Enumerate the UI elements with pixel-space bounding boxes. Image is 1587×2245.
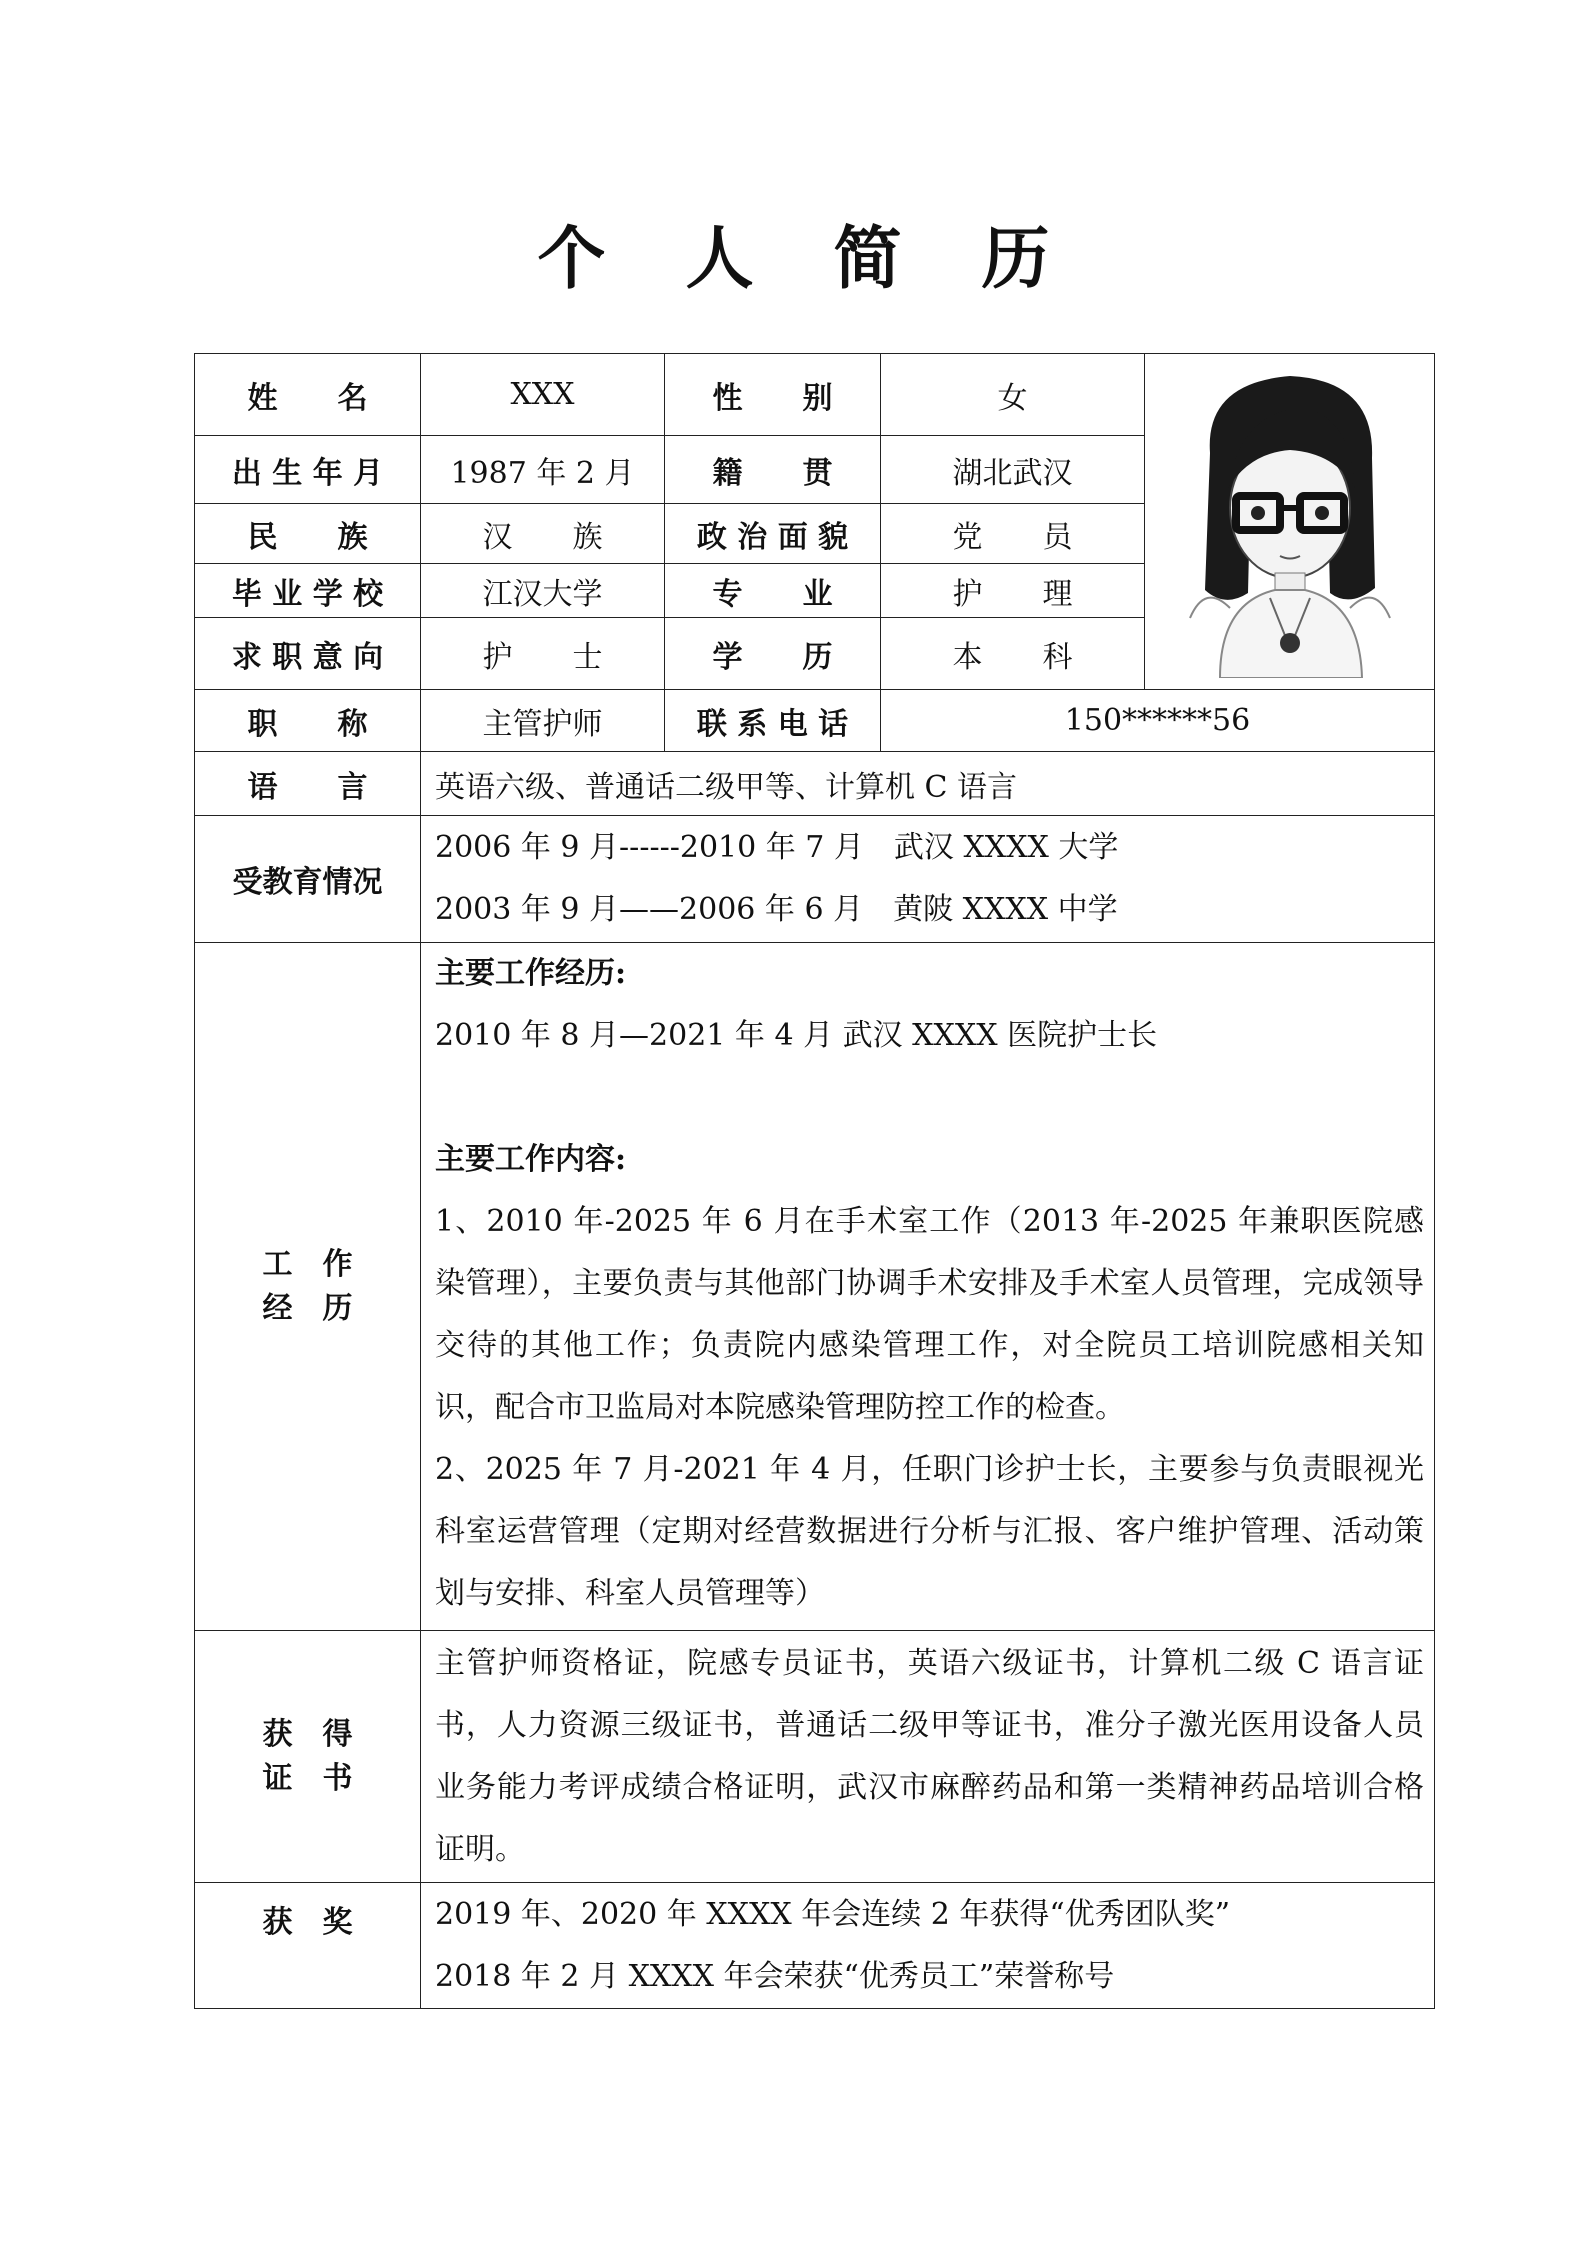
row-language [195,752,1435,816]
photo-cell [1145,354,1435,690]
spacer [435,1067,1424,1129]
row-jobtitle [195,690,1435,752]
job-title-label: 职 称 [195,690,421,752]
name-value: XXX [421,354,665,436]
row-certificates [195,1631,1435,1883]
education-item: 2006 年 9 月------2010 年 7 月 武汉 XXXX 大学 [435,830,1119,865]
education-value [421,816,1435,943]
political-label: 政 治 面 貌 [665,504,881,564]
certificates-label [195,1631,421,1883]
avatar [1150,358,1430,678]
ethnic-label: 民 族 [195,504,421,564]
title-char: 简 [833,219,902,299]
certificates-text: 主管护师资格证，院感专员证书，英语六级证书，计算机二级 C 语言证书，人力资源三级证书，普通话二级甲等证书，准分子激光医用设备人员业务能力考评成绩合格证明，武汉市麻醉药品和第一类精神药品培训合格证明。 [435,1645,1424,1867]
ethnic-value: 汉 族 [421,504,665,564]
education-label: 受教育情况 [195,816,421,943]
work-value [421,943,1435,1631]
certificates-label-line: 获 得 [262,1716,353,1752]
row-education [195,816,1435,943]
name-label: 姓 名 [195,354,421,436]
gender-label: 性 别 [665,354,881,436]
title-char: 历 [981,219,1050,299]
phone-value: 150******56 [881,690,1435,752]
work-history: 2010 年 8 月—2021 年 4 月 武汉 XXXX 医院护士长 [435,1018,1158,1053]
major-label: 专 业 [665,564,881,618]
awards-label: 获 奖 [195,1883,421,2009]
gender-value: 女 [881,354,1145,436]
work-label-line: 经 历 [262,1290,353,1326]
work-content-heading: 主要工作内容: [435,1142,627,1177]
work-label [195,943,421,1631]
job-title-value: 主管护师 [421,690,665,752]
row-work [195,943,1435,1631]
phone-label: 联 系 电 话 [665,690,881,752]
education-item: 2003 年 9 月——2006 年 6 月 黄陂 XXXX 中学 [435,892,1118,927]
degree-label: 学 历 [665,618,881,690]
major-value: 护 理 [881,564,1145,618]
intent-value: 护 士 [421,618,665,690]
native-label: 籍 贯 [665,436,881,504]
birth-value: 1987 年 2 月 [421,436,665,504]
work-history-heading: 主要工作经历: [435,956,627,991]
work-label-line: 工 作 [262,1246,353,1282]
title-char: 个 [537,219,606,299]
page-title [0,205,1587,302]
language-value: 英语六级、普通话二级甲等、计算机 C 语言 [421,752,1435,816]
work-content-item: 2、2025 年 7 月-2021 年 4 月，任职门诊护士长，主要参与负责眼视光科室运营管理（定期对经营数据进行分析与汇报、客户维护管理、活动策划与安排、科室人员管理等） [435,1452,1424,1611]
title-char: 人 [685,219,754,299]
birth-label: 出 生 年 月 [195,436,421,504]
certificates-label-line: 证 书 [262,1760,353,1796]
native-value: 湖北武汉 [881,436,1145,504]
political-value: 党 员 [881,504,1145,564]
row-awards [195,1883,1435,2009]
resume-table [194,353,1435,2009]
work-content-item: 1、2010 年-2025 年 6 月在手术室工作（2013 年-2025 年兼职医院感染管理），主要负责与其他部门协调手术安排及手术室人员管理，完成领导交待的其他工作；负责院内感染管理工作，对全院员工培训院感相关知识，配合市卫监局对本院感染管理防控工作的检查。 [435,1204,1424,1425]
certificates-value [421,1631,1435,1883]
intent-label: 求 职 意 向 [195,618,421,690]
award-item: 2018 年 2 月 XXXX 年会荣获“优秀员工”荣誉称号 [435,1958,1115,1994]
degree-value: 本 科 [881,618,1145,690]
language-label: 语 言 [195,752,421,816]
awards-value [421,1883,1435,2009]
row-name [195,354,1435,436]
school-label: 毕 业 学 校 [195,564,421,618]
award-item: 2019 年、2020 年 XXXX 年会连续 2 年获得“优秀团队奖” [435,1896,1231,1932]
school-value: 江汉大学 [421,564,665,618]
